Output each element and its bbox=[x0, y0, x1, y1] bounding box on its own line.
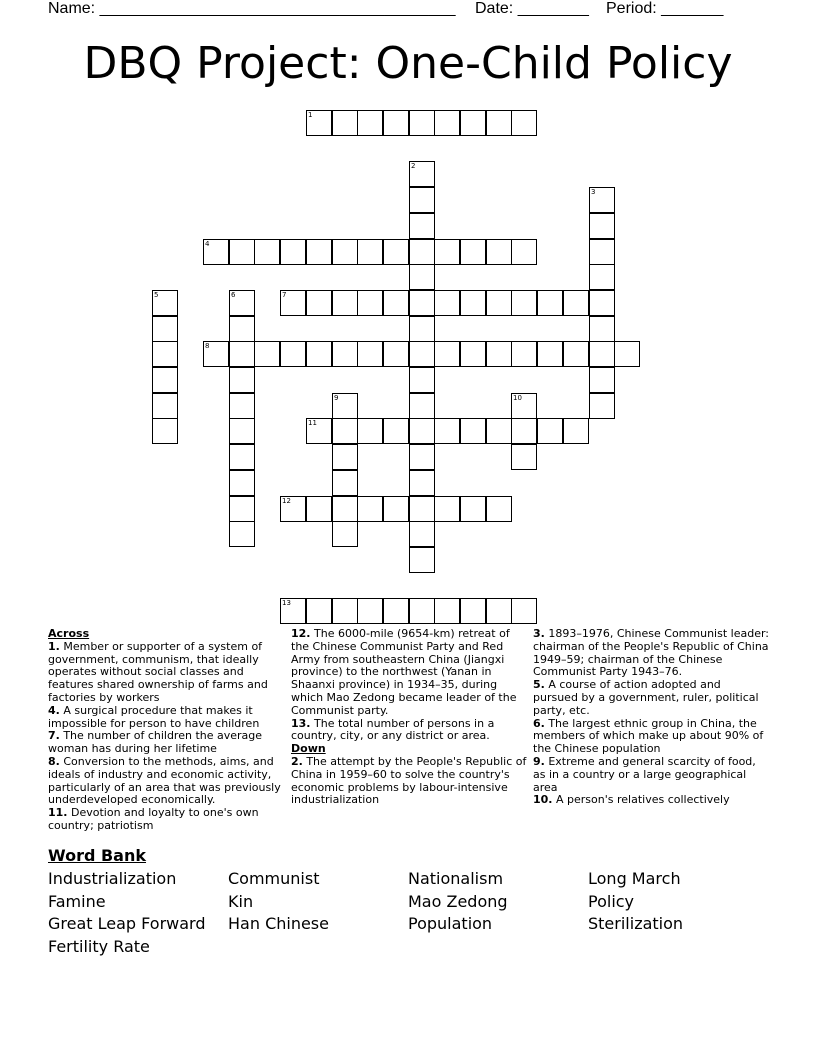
crossword-cell[interactable] bbox=[434, 496, 460, 522]
crossword-cell[interactable] bbox=[511, 110, 537, 136]
word-bank-item: Great Leap Forward bbox=[48, 914, 206, 934]
crossword-cell[interactable] bbox=[229, 418, 255, 444]
crossword-cell[interactable] bbox=[229, 470, 255, 496]
clue-down-3: 3. 1893–1976, Chinese Communist leader: chairman of the People's Republic of China 1949–59; chairman of the Chinese Communist Party 1943–76. bbox=[533, 627, 769, 679]
crossword-cell[interactable] bbox=[409, 187, 435, 213]
clue-number: 1 bbox=[308, 111, 313, 119]
clue-down-6: 6. The largest ethnic group in China, the members of which make up about 90% of the Chinese population bbox=[533, 716, 764, 756]
crossword-cell[interactable] bbox=[229, 341, 255, 367]
crossword-cell[interactable] bbox=[409, 290, 435, 316]
clue-number: 9 bbox=[334, 394, 339, 402]
crossword-cell[interactable] bbox=[409, 367, 435, 393]
crossword-cell[interactable] bbox=[332, 393, 358, 419]
clue-number: 13 bbox=[282, 599, 291, 607]
crossword-cell[interactable] bbox=[486, 598, 512, 624]
down-heading: Down bbox=[291, 742, 326, 756]
crossword-cell[interactable] bbox=[537, 341, 563, 367]
crossword-cell[interactable] bbox=[306, 496, 332, 522]
crossword-cell[interactable] bbox=[254, 239, 280, 265]
crossword-cell[interactable] bbox=[383, 110, 409, 136]
word-bank-item: Nationalism bbox=[408, 869, 504, 888]
crossword-cell[interactable] bbox=[486, 110, 512, 136]
crossword-cell[interactable] bbox=[409, 470, 435, 496]
word-bank-item: Famine bbox=[48, 891, 106, 911]
crossword-cell[interactable] bbox=[280, 239, 306, 265]
clues-column-3 bbox=[533, 628, 769, 807]
crossword-cell[interactable] bbox=[511, 393, 537, 419]
crossword-cell[interactable] bbox=[280, 598, 306, 624]
word-bank-item: Fertility Rate bbox=[48, 936, 150, 956]
clue-number: 5 bbox=[154, 291, 159, 299]
crossword-cell[interactable] bbox=[332, 341, 358, 367]
crossword-cell[interactable] bbox=[229, 521, 255, 547]
crossword-cell[interactable] bbox=[511, 239, 537, 265]
clue-number: 12 bbox=[282, 497, 291, 505]
crossword-cell[interactable] bbox=[332, 239, 358, 265]
word-bank-title: Word Bank bbox=[48, 846, 147, 865]
crossword-cell[interactable] bbox=[229, 316, 255, 342]
crossword-cell[interactable] bbox=[460, 290, 486, 316]
crossword-cell[interactable] bbox=[152, 393, 178, 419]
word-bank-item: Kin bbox=[228, 891, 254, 911]
crossword-cell[interactable] bbox=[537, 418, 563, 444]
crossword-cell[interactable] bbox=[357, 239, 383, 265]
crossword-cell[interactable] bbox=[229, 496, 255, 522]
clue-down-5: 5. A course of action adopted and pursued by a government, ruler, political party, etc. bbox=[533, 678, 759, 717]
crossword-cell[interactable] bbox=[486, 239, 512, 265]
crossword-cell[interactable] bbox=[152, 341, 178, 367]
crossword-cell[interactable] bbox=[332, 496, 358, 522]
crossword-cell[interactable] bbox=[511, 598, 537, 624]
crossword-cell[interactable] bbox=[537, 290, 563, 316]
crossword-cell[interactable] bbox=[511, 444, 537, 470]
crossword-cell[interactable] bbox=[357, 290, 383, 316]
crossword-cell[interactable] bbox=[434, 418, 460, 444]
crossword-cell[interactable] bbox=[409, 521, 435, 547]
word-bank-column-4 bbox=[588, 868, 683, 936]
crossword-cell[interactable] bbox=[409, 418, 435, 444]
crossword-cell[interactable] bbox=[152, 367, 178, 393]
crossword-cell[interactable] bbox=[563, 341, 589, 367]
clue-number: 6 bbox=[231, 291, 236, 299]
crossword-cell[interactable] bbox=[486, 290, 512, 316]
date-field[interactable]: Date: ________ bbox=[475, 0, 589, 17]
clue-number: 7 bbox=[282, 291, 287, 299]
crossword-cell[interactable] bbox=[614, 341, 640, 367]
crossword-cell[interactable] bbox=[409, 316, 435, 342]
crossword-cell[interactable] bbox=[229, 444, 255, 470]
clue-number: 3 bbox=[591, 188, 596, 196]
clue-number: 11 bbox=[308, 419, 317, 427]
crossword-cell[interactable] bbox=[434, 341, 460, 367]
across-heading: Across bbox=[48, 627, 90, 640]
crossword-cell[interactable] bbox=[152, 418, 178, 444]
crossword-cell[interactable] bbox=[460, 598, 486, 624]
word-bank-item: Long March bbox=[588, 869, 681, 888]
crossword-cell[interactable] bbox=[589, 213, 615, 239]
crossword-cell[interactable] bbox=[306, 239, 332, 265]
crossword-cell[interactable] bbox=[589, 341, 615, 367]
crossword-cell[interactable] bbox=[460, 110, 486, 136]
crossword-cell[interactable] bbox=[332, 598, 358, 624]
crossword-cell[interactable] bbox=[357, 418, 383, 444]
crossword-cell[interactable] bbox=[280, 341, 306, 367]
word-bank-item: Mao Zedong bbox=[408, 891, 508, 911]
word-bank-item: Han Chinese bbox=[228, 914, 329, 934]
clue-down-2: 2. The attempt by the People's Republic of China in 1959–60 to solve the country's economic problems by labour-intensive industrialization bbox=[291, 754, 527, 807]
word-bank-item: Sterilization bbox=[588, 914, 684, 934]
crossword-cell[interactable] bbox=[434, 290, 460, 316]
crossword-cell[interactable] bbox=[460, 496, 486, 522]
clue-number: 8 bbox=[205, 342, 210, 350]
crossword-cell[interactable] bbox=[306, 418, 332, 444]
crossword-cell[interactable] bbox=[357, 598, 383, 624]
crossword-cell[interactable] bbox=[589, 264, 615, 290]
crossword-cell[interactable] bbox=[383, 418, 409, 444]
word-bank-item: Industrialization bbox=[48, 869, 177, 888]
crossword-cell[interactable] bbox=[383, 239, 409, 265]
period-field[interactable]: Period: _______ bbox=[606, 0, 724, 17]
crossword-cell[interactable] bbox=[203, 341, 229, 367]
crossword-cell[interactable] bbox=[589, 239, 615, 265]
crossword-cell[interactable] bbox=[152, 290, 178, 316]
crossword-cell[interactable] bbox=[460, 239, 486, 265]
clue-down-10: 10. A person's relatives collectively bbox=[533, 793, 730, 807]
crossword-cell[interactable] bbox=[589, 393, 615, 419]
crossword-cell[interactable] bbox=[383, 598, 409, 624]
word-bank-column-2 bbox=[228, 868, 329, 936]
crossword-cell[interactable] bbox=[383, 290, 409, 316]
crossword-cell[interactable] bbox=[383, 496, 409, 522]
crossword-cell[interactable] bbox=[409, 444, 435, 470]
clue-across-11: 11. Devotion and loyalty to one's own country; patriotism bbox=[48, 806, 259, 832]
word-bank-item: Population bbox=[408, 914, 493, 934]
crossword-cell[interactable] bbox=[511, 341, 537, 367]
crossword-cell[interactable] bbox=[511, 290, 537, 316]
word-bank-column-1 bbox=[48, 868, 206, 958]
name-field[interactable]: Name: ________________________________________ bbox=[48, 0, 456, 17]
crossword-cell[interactable] bbox=[434, 110, 460, 136]
crossword-cell[interactable] bbox=[306, 341, 332, 367]
crossword-cell[interactable] bbox=[460, 418, 486, 444]
crossword-cell[interactable] bbox=[254, 341, 280, 367]
word-bank-column-3 bbox=[408, 868, 508, 936]
clues-column-1 bbox=[48, 628, 284, 833]
crossword-cell[interactable] bbox=[589, 187, 615, 213]
clue-across-7: 7. The number of children the average woman has during her lifetime bbox=[48, 729, 263, 756]
crossword-cell[interactable] bbox=[511, 418, 537, 444]
clue-across-1: 1. Member or supporter of a system of government, communism, that ideally operates without social classes and features shared ownership of farms and factories by workers bbox=[48, 639, 268, 704]
crossword-cell[interactable] bbox=[357, 341, 383, 367]
crossword-cell[interactable] bbox=[203, 239, 229, 265]
crossword-cell[interactable] bbox=[486, 418, 512, 444]
crossword-cell[interactable] bbox=[434, 598, 460, 624]
crossword-cell[interactable] bbox=[409, 547, 435, 573]
crossword-cell[interactable] bbox=[357, 496, 383, 522]
page-title: DBQ Project: One-Child Policy bbox=[83, 38, 733, 89]
crossword-cell[interactable] bbox=[409, 496, 435, 522]
crossword-cell[interactable] bbox=[332, 110, 358, 136]
crossword-cell[interactable] bbox=[409, 239, 435, 265]
crossword-cell[interactable] bbox=[332, 290, 358, 316]
clue-number: 10 bbox=[513, 394, 522, 402]
crossword-cell[interactable] bbox=[280, 496, 306, 522]
crossword-cell[interactable] bbox=[460, 341, 486, 367]
crossword-cell[interactable] bbox=[229, 239, 255, 265]
crossword-cell[interactable] bbox=[563, 418, 589, 444]
clue-across-8: 8. Conversion to the methods, aims, and ideals of industry and economic activity, particularly of an area that was previously underdeveloped economically. bbox=[48, 754, 281, 807]
crossword-cell[interactable] bbox=[589, 290, 615, 316]
crossword-cell[interactable] bbox=[486, 496, 512, 522]
crossword-cell[interactable] bbox=[409, 213, 435, 239]
crossword-cell[interactable] bbox=[409, 264, 435, 290]
clue-number: 2 bbox=[411, 162, 416, 170]
crossword-cell[interactable] bbox=[280, 290, 306, 316]
clue-across-4: 4. A surgical procedure that makes it impossible for person to have children bbox=[48, 703, 260, 730]
word-bank-item: Policy bbox=[588, 891, 635, 911]
crossword-cell[interactable] bbox=[409, 161, 435, 187]
crossword-cell[interactable] bbox=[332, 444, 358, 470]
crossword-cell[interactable] bbox=[332, 470, 358, 496]
crossword-cell[interactable] bbox=[332, 418, 358, 444]
crossword-cell[interactable] bbox=[229, 393, 255, 419]
crossword-cell[interactable] bbox=[486, 341, 512, 367]
clues-column-2 bbox=[291, 628, 527, 807]
crossword-cell[interactable] bbox=[357, 110, 383, 136]
crossword-cell[interactable] bbox=[332, 521, 358, 547]
crossword-cell[interactable] bbox=[306, 290, 332, 316]
clue-number: 4 bbox=[205, 240, 210, 248]
crossword-cell[interactable] bbox=[589, 367, 615, 393]
clue-down-9: 9. Extreme and general scarcity of food, as in a country or a large geographical area bbox=[533, 754, 756, 794]
crossword-cell[interactable] bbox=[383, 341, 409, 367]
crossword-cell[interactable] bbox=[563, 290, 589, 316]
crossword-cell[interactable] bbox=[409, 341, 435, 367]
clue-across-12: 12. The 6000-mile (9654-km) retreat of the Chinese Communist Party and Red Army from southeastern China (Jiangxi province) to the northwest (Yanan in Shaanxi province) in 1934–35, during which Mao Zedong became leader of the Communist party. bbox=[291, 627, 517, 717]
crossword-cell[interactable] bbox=[306, 598, 332, 624]
crossword-cell[interactable] bbox=[434, 239, 460, 265]
clue-across-13: 13. The total number of persons in a country, city, or any district or area. bbox=[291, 716, 495, 743]
crossword-cell[interactable] bbox=[589, 316, 615, 342]
word-bank-item: Communist bbox=[228, 869, 320, 888]
crossword-cell[interactable] bbox=[229, 290, 255, 316]
crossword-cell[interactable] bbox=[306, 110, 332, 136]
crossword-cell[interactable] bbox=[229, 367, 255, 393]
crossword-cell[interactable] bbox=[409, 393, 435, 419]
crossword-cell[interactable] bbox=[152, 316, 178, 342]
crossword-cell[interactable] bbox=[409, 598, 435, 624]
crossword-cell[interactable] bbox=[409, 110, 435, 136]
